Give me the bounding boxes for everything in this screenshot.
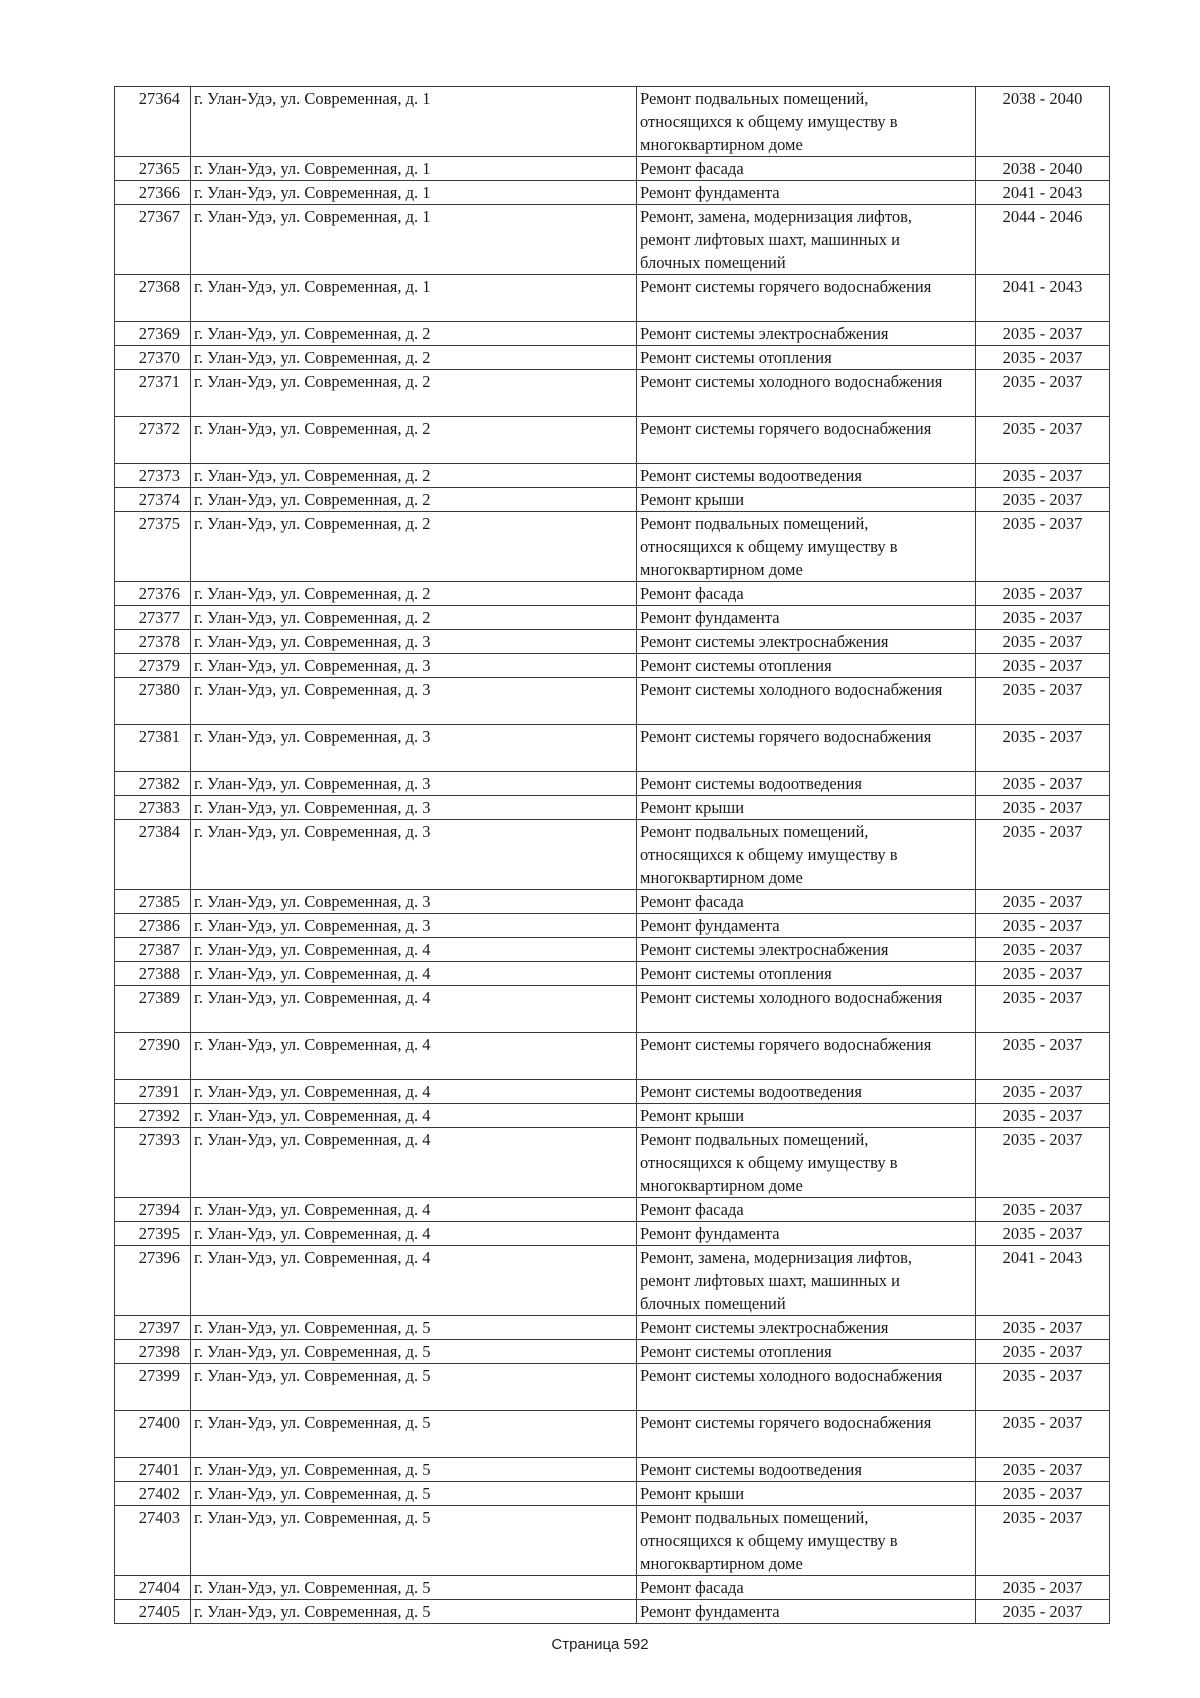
- work-type-line: [640, 1434, 972, 1457]
- years-cell: 2035 - 2037: [976, 678, 1110, 725]
- table-row: [115, 1576, 1110, 1600]
- work-type-line: относящихся к общему имуществу в: [640, 112, 898, 131]
- years-cell: 2035 - 2037: [976, 962, 1110, 986]
- work-type-cell: [637, 157, 976, 181]
- row-number: 27389: [115, 986, 191, 1033]
- work-type-cell: [637, 1128, 976, 1198]
- table-row: [115, 725, 1110, 772]
- row-number: 27366: [115, 181, 191, 205]
- row-number: 27403: [115, 1506, 191, 1576]
- row-number: 27368: [115, 275, 191, 322]
- address-cell: г. Улан-Удэ, ул. Современная, д. 3: [191, 820, 637, 890]
- table-row: [115, 1128, 1110, 1198]
- table-row: [115, 205, 1110, 275]
- work-type-line: Ремонт подвальных помещений,: [640, 89, 869, 108]
- work-type-line: Ремонт системы холодного водоснабжения: [640, 988, 943, 1007]
- work-type-cell: [637, 606, 976, 630]
- address-cell: г. Улан-Удэ, ул. Современная, д. 3: [191, 678, 637, 725]
- work-type-line: ремонт лифтовых шахт, машинных и: [640, 1271, 900, 1290]
- row-number: 27381: [115, 725, 191, 772]
- row-number: 27394: [115, 1198, 191, 1222]
- repair-schedule-table: [114, 86, 1110, 1624]
- work-type-line: многоквартирном доме: [640, 868, 803, 887]
- work-type-line: Ремонт, замена, модернизация лифтов,: [640, 207, 913, 226]
- years-cell: 2035 - 2037: [976, 1600, 1110, 1624]
- work-type-cell: [637, 370, 976, 417]
- page-number: Страница 592: [551, 1636, 649, 1653]
- table-row: [115, 914, 1110, 938]
- work-type-line: Ремонт системы горячего водоснабжения: [640, 277, 932, 296]
- row-number: 27399: [115, 1364, 191, 1411]
- years-cell: 2038 - 2040: [976, 157, 1110, 181]
- years-cell: 2035 - 2037: [976, 1411, 1110, 1458]
- years-cell: 2041 - 2043: [976, 275, 1110, 322]
- years-cell: 2035 - 2037: [976, 464, 1110, 488]
- address-cell: г. Улан-Удэ, ул. Современная, д. 2: [191, 488, 637, 512]
- work-type-cell: [637, 322, 976, 346]
- work-type-line: Ремонт подвальных помещений,: [640, 514, 869, 533]
- table-row: [115, 772, 1110, 796]
- address-cell: г. Улан-Удэ, ул. Современная, д. 2: [191, 322, 637, 346]
- table-row: [115, 1482, 1110, 1506]
- work-type-cell: [637, 986, 976, 1033]
- work-type-line: Ремонт подвальных помещений,: [640, 1130, 869, 1149]
- work-type-cell: [637, 1458, 976, 1482]
- row-number: 27391: [115, 1080, 191, 1104]
- row-number: 27402: [115, 1482, 191, 1506]
- work-type-line: Ремонт системы горячего водоснабжения: [640, 419, 932, 438]
- work-type-line: Ремонт фундамента: [640, 1602, 780, 1621]
- row-number: 27370: [115, 346, 191, 370]
- table-row: [115, 1411, 1110, 1458]
- row-number: 27371: [115, 370, 191, 417]
- table-row: [115, 606, 1110, 630]
- address-cell: г. Улан-Удэ, ул. Современная, д. 4: [191, 1222, 637, 1246]
- address-cell: г. Улан-Удэ, ул. Современная, д. 3: [191, 914, 637, 938]
- table-row: [115, 986, 1110, 1033]
- row-number: 27378: [115, 630, 191, 654]
- years-cell: 2035 - 2037: [976, 606, 1110, 630]
- work-type-line: Ремонт крыши: [640, 1106, 745, 1125]
- work-type-cell: [637, 1482, 976, 1506]
- work-type-cell: [637, 630, 976, 654]
- work-type-line: Ремонт системы горячего водоснабжения: [640, 1413, 932, 1432]
- work-type-line: Ремонт фундамента: [640, 916, 780, 935]
- work-type-cell: [637, 1576, 976, 1600]
- table-row: [115, 582, 1110, 606]
- table-row: [115, 1198, 1110, 1222]
- address-cell: г. Улан-Удэ, ул. Современная, д. 3: [191, 796, 637, 820]
- years-cell: 2035 - 2037: [976, 772, 1110, 796]
- years-cell: 2035 - 2037: [976, 820, 1110, 890]
- address-cell: г. Улан-Удэ, ул. Современная, д. 5: [191, 1364, 637, 1411]
- address-cell: г. Улан-Удэ, ул. Современная, д. 1: [191, 87, 637, 157]
- address-cell: г. Улан-Удэ, ул. Современная, д. 1: [191, 205, 637, 275]
- work-type-cell: [637, 205, 976, 275]
- work-type-line: Ремонт крыши: [640, 490, 745, 509]
- years-cell: 2035 - 2037: [976, 370, 1110, 417]
- row-number: 27376: [115, 582, 191, 606]
- row-number: 27367: [115, 205, 191, 275]
- years-cell: 2035 - 2037: [976, 654, 1110, 678]
- work-type-line: [640, 748, 972, 771]
- work-type-cell: [637, 1506, 976, 1576]
- years-cell: 2041 - 2043: [976, 181, 1110, 205]
- work-type-cell: [637, 1033, 976, 1080]
- work-type-cell: [637, 678, 976, 725]
- years-cell: 2035 - 2037: [976, 1198, 1110, 1222]
- work-type-cell: [637, 1104, 976, 1128]
- table-row: [115, 890, 1110, 914]
- work-type-line: Ремонт крыши: [640, 1484, 745, 1503]
- years-cell: 2035 - 2037: [976, 1080, 1110, 1104]
- work-type-line: блочных помещений: [640, 1294, 786, 1313]
- row-number: 27398: [115, 1340, 191, 1364]
- work-type-line: Ремонт подвальных помещений,: [640, 822, 869, 841]
- work-type-line: относящихся к общему имуществу в: [640, 537, 898, 556]
- years-cell: 2035 - 2037: [976, 1340, 1110, 1364]
- work-type-line: [640, 393, 972, 416]
- address-cell: г. Улан-Удэ, ул. Современная, д. 5: [191, 1316, 637, 1340]
- address-cell: г. Улан-Удэ, ул. Современная, д. 2: [191, 370, 637, 417]
- address-cell: г. Улан-Удэ, ул. Современная, д. 2: [191, 606, 637, 630]
- address-cell: г. Улан-Удэ, ул. Современная, д. 1: [191, 275, 637, 322]
- work-type-cell: [637, 582, 976, 606]
- address-cell: г. Улан-Удэ, ул. Современная, д. 5: [191, 1576, 637, 1600]
- years-cell: 2035 - 2037: [976, 1104, 1110, 1128]
- work-type-line: Ремонт системы холодного водоснабжения: [640, 1366, 943, 1385]
- row-number: 27405: [115, 1600, 191, 1624]
- row-number: 27401: [115, 1458, 191, 1482]
- years-cell: 2035 - 2037: [976, 488, 1110, 512]
- years-cell: 2035 - 2037: [976, 582, 1110, 606]
- work-type-line: Ремонт системы электроснабжения: [640, 632, 889, 651]
- table-row: [115, 1104, 1110, 1128]
- years-cell: 2038 - 2040: [976, 87, 1110, 157]
- years-cell: 2035 - 2037: [976, 1506, 1110, 1576]
- work-type-cell: [637, 417, 976, 464]
- table-row: [115, 181, 1110, 205]
- row-number: 27390: [115, 1033, 191, 1080]
- work-type-cell: [637, 464, 976, 488]
- years-cell: 2035 - 2037: [976, 1222, 1110, 1246]
- table-body: [115, 87, 1110, 1624]
- years-cell: 2035 - 2037: [976, 938, 1110, 962]
- work-type-cell: [637, 725, 976, 772]
- table-row: [115, 512, 1110, 582]
- row-number: 27397: [115, 1316, 191, 1340]
- table-row: [115, 962, 1110, 986]
- table-row: [115, 275, 1110, 322]
- work-type-line: Ремонт фасада: [640, 159, 744, 178]
- table-row: [115, 630, 1110, 654]
- years-cell: 2035 - 2037: [976, 1316, 1110, 1340]
- table-row: [115, 1316, 1110, 1340]
- row-number: 27404: [115, 1576, 191, 1600]
- row-number: 27364: [115, 87, 191, 157]
- table-row: [115, 1246, 1110, 1316]
- work-type-line: Ремонт системы отопления: [640, 656, 832, 675]
- work-type-line: Ремонт системы водоотведения: [640, 774, 862, 793]
- work-type-cell: [637, 1222, 976, 1246]
- work-type-cell: [637, 1080, 976, 1104]
- table-row: [115, 938, 1110, 962]
- work-type-line: Ремонт системы водоотведения: [640, 466, 862, 485]
- row-number: 27395: [115, 1222, 191, 1246]
- work-type-cell: [637, 1198, 976, 1222]
- years-cell: 2035 - 2037: [976, 630, 1110, 654]
- address-cell: г. Улан-Удэ, ул. Современная, д. 3: [191, 890, 637, 914]
- work-type-line: Ремонт фасада: [640, 1578, 744, 1597]
- address-cell: г. Улан-Удэ, ул. Современная, д. 1: [191, 181, 637, 205]
- address-cell: г. Улан-Удэ, ул. Современная, д. 2: [191, 582, 637, 606]
- table-row: [115, 370, 1110, 417]
- work-type-line: Ремонт системы отопления: [640, 348, 832, 367]
- table-row: [115, 1506, 1110, 1576]
- years-cell: 2035 - 2037: [976, 1482, 1110, 1506]
- work-type-cell: [637, 938, 976, 962]
- work-type-line: Ремонт системы холодного водоснабжения: [640, 372, 943, 391]
- row-number: 27386: [115, 914, 191, 938]
- work-type-line: Ремонт системы электроснабжения: [640, 324, 889, 343]
- years-cell: 2035 - 2037: [976, 1364, 1110, 1411]
- work-type-cell: [637, 1316, 976, 1340]
- work-type-line: относящихся к общему имуществу в: [640, 1531, 898, 1550]
- address-cell: г. Улан-Удэ, ул. Современная, д. 4: [191, 1198, 637, 1222]
- work-type-cell: [637, 181, 976, 205]
- row-number: 27379: [115, 654, 191, 678]
- work-type-line: Ремонт крыши: [640, 798, 745, 817]
- row-number: 27365: [115, 157, 191, 181]
- table-row: [115, 1033, 1110, 1080]
- table-row: [115, 1080, 1110, 1104]
- work-type-cell: [637, 962, 976, 986]
- work-type-cell: [637, 772, 976, 796]
- row-number: 27375: [115, 512, 191, 582]
- work-type-cell: [637, 346, 976, 370]
- work-type-line: Ремонт подвальных помещений,: [640, 1508, 869, 1527]
- work-type-line: ремонт лифтовых шахт, машинных и: [640, 230, 900, 249]
- years-cell: 2035 - 2037: [976, 890, 1110, 914]
- years-cell: 2035 - 2037: [976, 417, 1110, 464]
- work-type-line: Ремонт фасада: [640, 584, 744, 603]
- work-type-cell: [637, 654, 976, 678]
- row-number: 27380: [115, 678, 191, 725]
- work-type-line: многоквартирном доме: [640, 560, 803, 579]
- address-cell: г. Улан-Удэ, ул. Современная, д. 5: [191, 1458, 637, 1482]
- row-number: 27383: [115, 796, 191, 820]
- row-number: 27400: [115, 1411, 191, 1458]
- work-type-line: многоквартирном доме: [640, 135, 803, 154]
- address-cell: г. Улан-Удэ, ул. Современная, д. 4: [191, 986, 637, 1033]
- table-row: [115, 488, 1110, 512]
- work-type-cell: [637, 1600, 976, 1624]
- work-type-line: Ремонт системы холодного водоснабжения: [640, 680, 943, 699]
- row-number: 27373: [115, 464, 191, 488]
- work-type-line: относящихся к общему имуществу в: [640, 1153, 898, 1172]
- table-row: [115, 1222, 1110, 1246]
- work-type-cell: [637, 914, 976, 938]
- table-row: [115, 1340, 1110, 1364]
- work-type-line: блочных помещений: [640, 253, 786, 272]
- years-cell: 2035 - 2037: [976, 796, 1110, 820]
- address-cell: г. Улан-Удэ, ул. Современная, д. 3: [191, 630, 637, 654]
- address-cell: г. Улан-Удэ, ул. Современная, д. 3: [191, 654, 637, 678]
- work-type-line: Ремонт фундамента: [640, 183, 780, 202]
- years-cell: 2035 - 2037: [976, 322, 1110, 346]
- address-cell: г. Улан-Удэ, ул. Современная, д. 3: [191, 725, 637, 772]
- row-number: 27372: [115, 417, 191, 464]
- table-row: [115, 322, 1110, 346]
- address-cell: г. Улан-Удэ, ул. Современная, д. 5: [191, 1411, 637, 1458]
- years-cell: 2035 - 2037: [976, 986, 1110, 1033]
- work-type-line: многоквартирном доме: [640, 1554, 803, 1573]
- address-cell: г. Улан-Удэ, ул. Современная, д. 4: [191, 1246, 637, 1316]
- years-cell: 2035 - 2037: [976, 346, 1110, 370]
- row-number: 27369: [115, 322, 191, 346]
- address-cell: г. Улан-Удэ, ул. Современная, д. 4: [191, 938, 637, 962]
- work-type-line: Ремонт системы горячего водоснабжения: [640, 1035, 932, 1054]
- row-number: 27393: [115, 1128, 191, 1198]
- work-type-line: Ремонт фасада: [640, 892, 744, 911]
- years-cell: 2035 - 2037: [976, 725, 1110, 772]
- work-type-cell: [637, 1246, 976, 1316]
- work-type-cell: [637, 1340, 976, 1364]
- work-type-line: относящихся к общему имуществу в: [640, 845, 898, 864]
- address-cell: г. Улан-Удэ, ул. Современная, д. 4: [191, 1080, 637, 1104]
- work-type-line: Ремонт системы электроснабжения: [640, 940, 889, 959]
- row-number: 27388: [115, 962, 191, 986]
- work-type-line: [640, 701, 972, 724]
- table-row: [115, 678, 1110, 725]
- work-type-cell: [637, 275, 976, 322]
- work-type-line: [640, 298, 972, 321]
- work-type-cell: [637, 796, 976, 820]
- work-type-line: Ремонт системы водоотведения: [640, 1460, 862, 1479]
- work-type-line: Ремонт системы отопления: [640, 1342, 832, 1361]
- address-cell: г. Улан-Удэ, ул. Современная, д. 5: [191, 1600, 637, 1624]
- work-type-cell: [637, 87, 976, 157]
- table-row: [115, 1458, 1110, 1482]
- table-row: [115, 1364, 1110, 1411]
- address-cell: г. Улан-Удэ, ул. Современная, д. 4: [191, 1104, 637, 1128]
- row-number: 27377: [115, 606, 191, 630]
- work-type-cell: [637, 820, 976, 890]
- table-row: [115, 87, 1110, 157]
- work-type-line: [640, 1009, 972, 1032]
- work-type-cell: [637, 890, 976, 914]
- address-cell: г. Улан-Удэ, ул. Современная, д. 2: [191, 512, 637, 582]
- table-row: [115, 796, 1110, 820]
- years-cell: 2041 - 2043: [976, 1246, 1110, 1316]
- table-row: [115, 654, 1110, 678]
- address-cell: г. Улан-Удэ, ул. Современная, д. 2: [191, 346, 637, 370]
- work-type-cell: [637, 488, 976, 512]
- years-cell: 2035 - 2037: [976, 512, 1110, 582]
- work-type-line: многоквартирном доме: [640, 1176, 803, 1195]
- row-number: 27384: [115, 820, 191, 890]
- row-number: 27396: [115, 1246, 191, 1316]
- address-cell: г. Улан-Удэ, ул. Современная, д. 3: [191, 772, 637, 796]
- row-number: 27374: [115, 488, 191, 512]
- years-cell: 2035 - 2037: [976, 1033, 1110, 1080]
- table-row: [115, 346, 1110, 370]
- address-cell: г. Улан-Удэ, ул. Современная, д. 5: [191, 1340, 637, 1364]
- table-row: [115, 464, 1110, 488]
- years-cell: 2035 - 2037: [976, 914, 1110, 938]
- years-cell: 2044 - 2046: [976, 205, 1110, 275]
- work-type-line: Ремонт фундамента: [640, 608, 780, 627]
- address-cell: г. Улан-Удэ, ул. Современная, д. 4: [191, 962, 637, 986]
- years-cell: 2035 - 2037: [976, 1128, 1110, 1198]
- address-cell: г. Улан-Удэ, ул. Современная, д. 5: [191, 1506, 637, 1576]
- row-number: 27382: [115, 772, 191, 796]
- row-number: 27392: [115, 1104, 191, 1128]
- work-type-cell: [637, 512, 976, 582]
- table-row: [115, 417, 1110, 464]
- address-cell: г. Улан-Удэ, ул. Современная, д. 4: [191, 1128, 637, 1198]
- address-cell: г. Улан-Удэ, ул. Современная, д. 2: [191, 417, 637, 464]
- work-type-line: Ремонт фасада: [640, 1200, 744, 1219]
- work-type-line: [640, 1056, 972, 1079]
- address-cell: г. Улан-Удэ, ул. Современная, д. 2: [191, 464, 637, 488]
- years-cell: 2035 - 2037: [976, 1458, 1110, 1482]
- table-row: [115, 820, 1110, 890]
- work-type-line: Ремонт, замена, модернизация лифтов,: [640, 1248, 913, 1267]
- work-type-line: [640, 1387, 972, 1410]
- work-type-cell: [637, 1411, 976, 1458]
- row-number: 27387: [115, 938, 191, 962]
- address-cell: г. Улан-Удэ, ул. Современная, д. 1: [191, 157, 637, 181]
- table-row: [115, 1600, 1110, 1624]
- work-type-line: Ремонт фундамента: [640, 1224, 780, 1243]
- work-type-line: Ремонт системы отопления: [640, 964, 832, 983]
- row-number: 27385: [115, 890, 191, 914]
- address-cell: г. Улан-Удэ, ул. Современная, д. 5: [191, 1482, 637, 1506]
- work-type-line: Ремонт системы горячего водоснабжения: [640, 727, 932, 746]
- address-cell: г. Улан-Удэ, ул. Современная, д. 4: [191, 1033, 637, 1080]
- work-type-line: Ремонт системы водоотведения: [640, 1082, 862, 1101]
- work-type-cell: [637, 1364, 976, 1411]
- years-cell: 2035 - 2037: [976, 1576, 1110, 1600]
- table-row: [115, 157, 1110, 181]
- work-type-line: [640, 440, 972, 463]
- work-type-line: Ремонт системы электроснабжения: [640, 1318, 889, 1337]
